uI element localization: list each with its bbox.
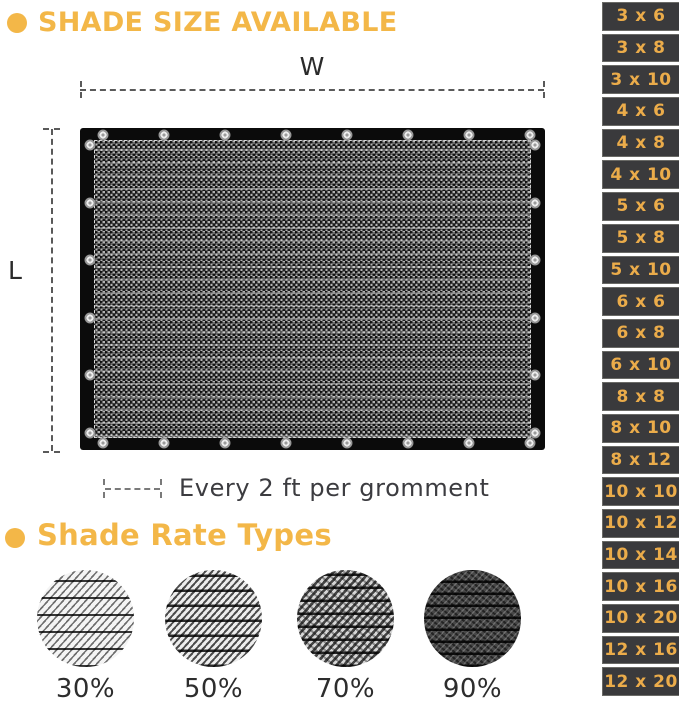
size-option: 4 x 8 [602,129,679,158]
bullet-icon [5,528,25,548]
shade-rate-sample [165,570,262,704]
size-option: 10 x 16 [602,572,679,601]
width-dimension-line [80,89,544,91]
width-tick-right [543,81,545,98]
shade-rate-sample [37,570,134,704]
grommet-icon [85,370,96,381]
grommet-icon [530,428,541,439]
grommet-icon [159,438,170,449]
grommet-icon [530,255,541,266]
mesh-texture [94,140,531,438]
size-option: 10 x 12 [602,509,679,538]
shade-rate-percent: 90% [442,674,503,704]
length-dimension-line [51,129,53,451]
grommet-icon [530,140,541,151]
size-option: 6 x 10 [602,351,679,380]
size-option: 8 x 8 [602,382,679,411]
grommet-icon [403,130,414,141]
size-option: 5 x 6 [602,192,679,221]
mesh-swatch-icon [424,570,521,667]
size-option: 6 x 6 [602,287,679,316]
grommet-icon [464,438,475,449]
width-dimension-label: W [299,52,325,81]
shade-rate-sample [297,570,394,704]
grommet-icon [85,197,96,208]
shade-rate-percent: 30% [55,674,116,704]
size-option: 4 x 6 [602,97,679,126]
grommet-icon [281,130,292,141]
size-option: 10 x 10 [602,477,679,506]
mesh-swatch-icon [37,570,134,667]
length-dimension-label: L [8,256,22,285]
size-option-list [600,0,679,698]
bracket-dashed-line [105,488,160,490]
grommet-icon [530,197,541,208]
size-option: 10 x 20 [602,604,679,633]
bullet-icon [7,13,27,33]
grommet-icon [220,438,231,449]
grommet-icon [85,312,96,323]
size-option: 5 x 10 [602,256,679,285]
grommet-spacing-bracket [103,479,162,498]
length-tick-bottom [43,451,60,453]
grommet-icon [530,370,541,381]
size-option: 12 x 20 [602,667,679,696]
grommet-icon [464,130,475,141]
size-option: 8 x 10 [602,414,679,443]
shade-size-title: SHADE SIZE AVAILABLE [38,7,398,38]
shade-rate-title: Shade Rate Types [37,518,332,552]
size-option: 10 x 14 [602,541,679,570]
bracket-tick-right [160,479,162,498]
grommet-icon [85,428,96,439]
shade-net-illustration [80,128,545,450]
size-option: 3 x 10 [602,65,679,94]
mesh-swatch-icon [165,570,262,667]
mesh-swatch-icon [297,570,394,667]
size-option: 3 x 8 [602,34,679,63]
grommet-icon [220,130,231,141]
size-option: 8 x 12 [602,446,679,475]
size-option: 12 x 16 [602,636,679,665]
shade-rate-sample [424,570,521,704]
grommet-icon [342,130,353,141]
width-tick-left [80,81,82,98]
grommet-icon [342,438,353,449]
size-option: 5 x 8 [602,224,679,253]
grommet-icon [98,438,109,449]
grommet-icon [281,438,292,449]
grommet-icon [98,130,109,141]
grommet-icon [403,438,414,449]
grommet-icon [85,140,96,151]
shade-rate-percent: 50% [183,674,244,704]
size-option: 6 x 8 [602,319,679,348]
grommet-spacing-note: Every 2 ft per gromment [179,474,490,502]
grommet-icon [85,255,96,266]
size-option: 4 x 10 [602,160,679,189]
grommet-icon [530,312,541,323]
grommet-icon [159,130,170,141]
size-option: 3 x 6 [602,2,679,31]
length-tick-top [43,128,60,130]
grommet-icon [525,438,536,449]
shade-rate-percent: 70% [315,674,376,704]
